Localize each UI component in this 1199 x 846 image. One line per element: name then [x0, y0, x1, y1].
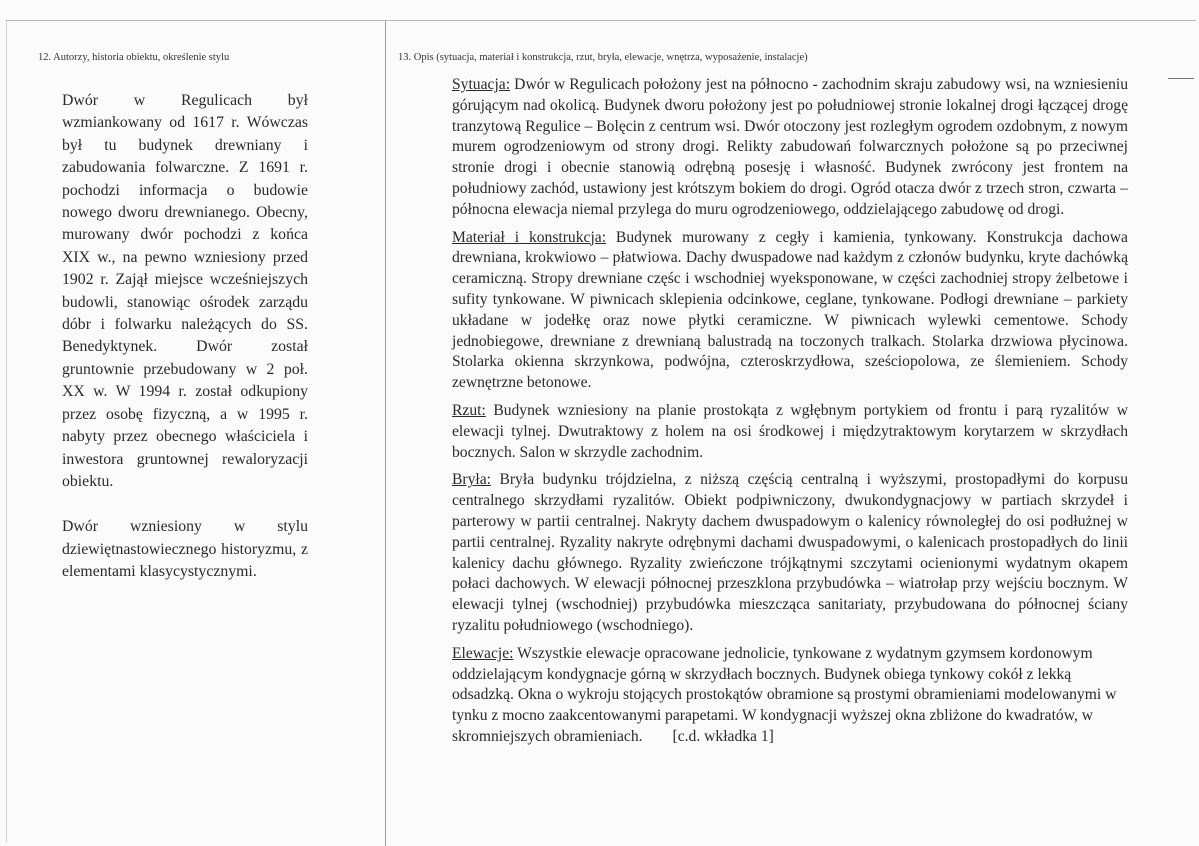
right-column [452, 75, 1128, 755]
section-text: Budynek murowany z cegły i kamienia, tynkowany. Konstrukcja dachowa drewniana, krokwiowo – płatwiowa. Dachy dwuspadowe nad każdym z członów budynku, kryte dachówką ceramiczną. Stropy drewniane częśc i wschodniej wyeksponowane, w części zachodniej stropy żelbetowe i sufity tynkowane. W piwnicach sklepienia odcinkowe, ceglane, tynkowane. Podłogi drewniane – parkiety układane w jodełkę oraz nowe płytki ceramiczne. W piwnicach wylewki cementowe. Schody jednobiegowe, drewniane z drewnianą balustradą na toczonych tralkach. Stolarka drzwiowa płycinowa. Stolarka okienna skrzynkowa, podwójna, czteroskrzydłowa, sześciopolowa, ze ślemieniem. Schody zewnętrzne betonowe. [452, 228, 1128, 392]
section-bryla [452, 470, 1128, 636]
style-paragraph: Dwór wzniesiony w stylu dziewiętnastowiecznego historyzmu, z elementami klasycystycznymi. [62, 518, 308, 581]
section-label: Rzut: [452, 401, 486, 419]
section-label: Bryła: [452, 471, 491, 489]
section-elewacje [452, 644, 1128, 748]
section-label: Materiał i konstrukcja: [452, 228, 607, 246]
edge-mark [1168, 78, 1194, 79]
left-column-heading: 12. Autorzy, historia obiektu, określenie stylu [38, 52, 230, 63]
section-text: Dwór w Regulicach położony jest na północno - zachodnim skraju zabudowy wsi, na wzniesieniu górującym nad okolicą. Budynek dworu położony jest po południowej stronie lokalnej drogi łączącej drogę tranzytową Regulice – Bolęcin z centrum wsi. Dwór otoczony jest rozległym ogrodem ozdobnym, z nowym murem ogrodzeniowym od strony drogi. Relikty zabudowań folwarcznych położone są po przeciwnej stronie drogi i obecnie stanowią odrębną posesję i własność. Budynek zwrócony jest frontem na południowy zachód, ustawiony jest krótszym bokiem do drogi. Ogród otacza dwór z trzech stron, czwarta – północna elewacja niemal przylega do muru ogrodzeniowego, oddzielającego zabudowę od drogi. [452, 76, 1128, 218]
continuation-note: [c.d. wkładka 1] [672, 727, 774, 745]
left-column [62, 90, 308, 584]
history-paragraph: Dwór w Regulicach był wzmiankowany od 1617 r. Wówczas był tu budynek drewniany i zabudowania folwarczne. Z 1691 r. pochodzi informacja o budowie nowego dworu drewnianego. Obecny, murowany dwór pochodzi z końca XIX w., na pewno wzniesiony przed 1902 r. Zajął miejsce wcześniejszych budowli, stanowiąc ośrodek zarządu dóbr i folwarku należących do SS. Benedyktynek. Dwór został gruntownie przebudowany w 2 poł. XX w. W 1994 r. został odkupiony przez osobę fizyczną, a w 1995 r. nabyty przez obecnego właściciela i inwestora gruntownej rewaloryzacji obiektu. [62, 92, 308, 490]
section-material [452, 228, 1128, 394]
section-rzut [452, 401, 1128, 463]
section-text: Budynek wzniesiony na planie prostokąta z wgłębnym portykiem od frontu i parą ryzalitów w elewacji tylnej. Dwutraktowy z holem na osi środkowej i międzytraktowym korytarzem w skrzydłach bocznych. Salon w skrzydle zachodnim. [452, 401, 1128, 461]
section-text: Wszystkie elewacje opracowane jednolicie, tynkowane z wydatnym gzymsem kordonowym oddzielającym kondygnacje górną w skrzydłach bocznych. Budynek obiega tynkowy cokół z lekką odsadzką. Okna o wykroju stojących prostokątów obramione są prostymi obramieniami modelowanymi w tynku z mocno zaakcentowanymi parapetami. W kondygnacji wyższej okna zbliżone do kwadratów, w skromniejszych obramieniach. [452, 644, 1117, 745]
section-sytuacja [452, 75, 1128, 221]
right-column-heading: 13. Opis (sytuacja, materiał i konstrukcja, rzut, bryła, elewacje, wnętrza, wyposażenie, instalacje) [398, 52, 808, 63]
section-text: Bryła budynku trójdzielna, z niższą częścią centralną i wyższymi, prostopadłymi do korpusu centralnego skrzydłami ryzalitów. Obiekt podpiwniczony, dwukondygnacjowy w partiach skrzydeł i parterowy w partii centralnej. Nakryty dachem dwuspadowym o kalenicy równoległej do osi podłużnej w partii centralnej. Ryzality nakryte odrębnymi dachami dwuspadowymi, o kalenicach prostopadłych do linii kalenicy dachu głównego. Ryzality zwieńczone trójkątnymi szczytami ocienionymi wydatnym okapem połaci dachowych. W elewacji północnej przeszklona przybudówka – wiatrołap przy wejściu bocznym. W elewacji tylnej (wschodniej) przybudówka mieszcząca sanitariaty, przybudowana do północnej ściany ryzalitu południowego (wschodniego). [452, 471, 1128, 634]
section-label: Elewacje: [452, 644, 514, 662]
section-label: Sytuacja: [452, 76, 511, 93]
column-divider [385, 20, 386, 846]
